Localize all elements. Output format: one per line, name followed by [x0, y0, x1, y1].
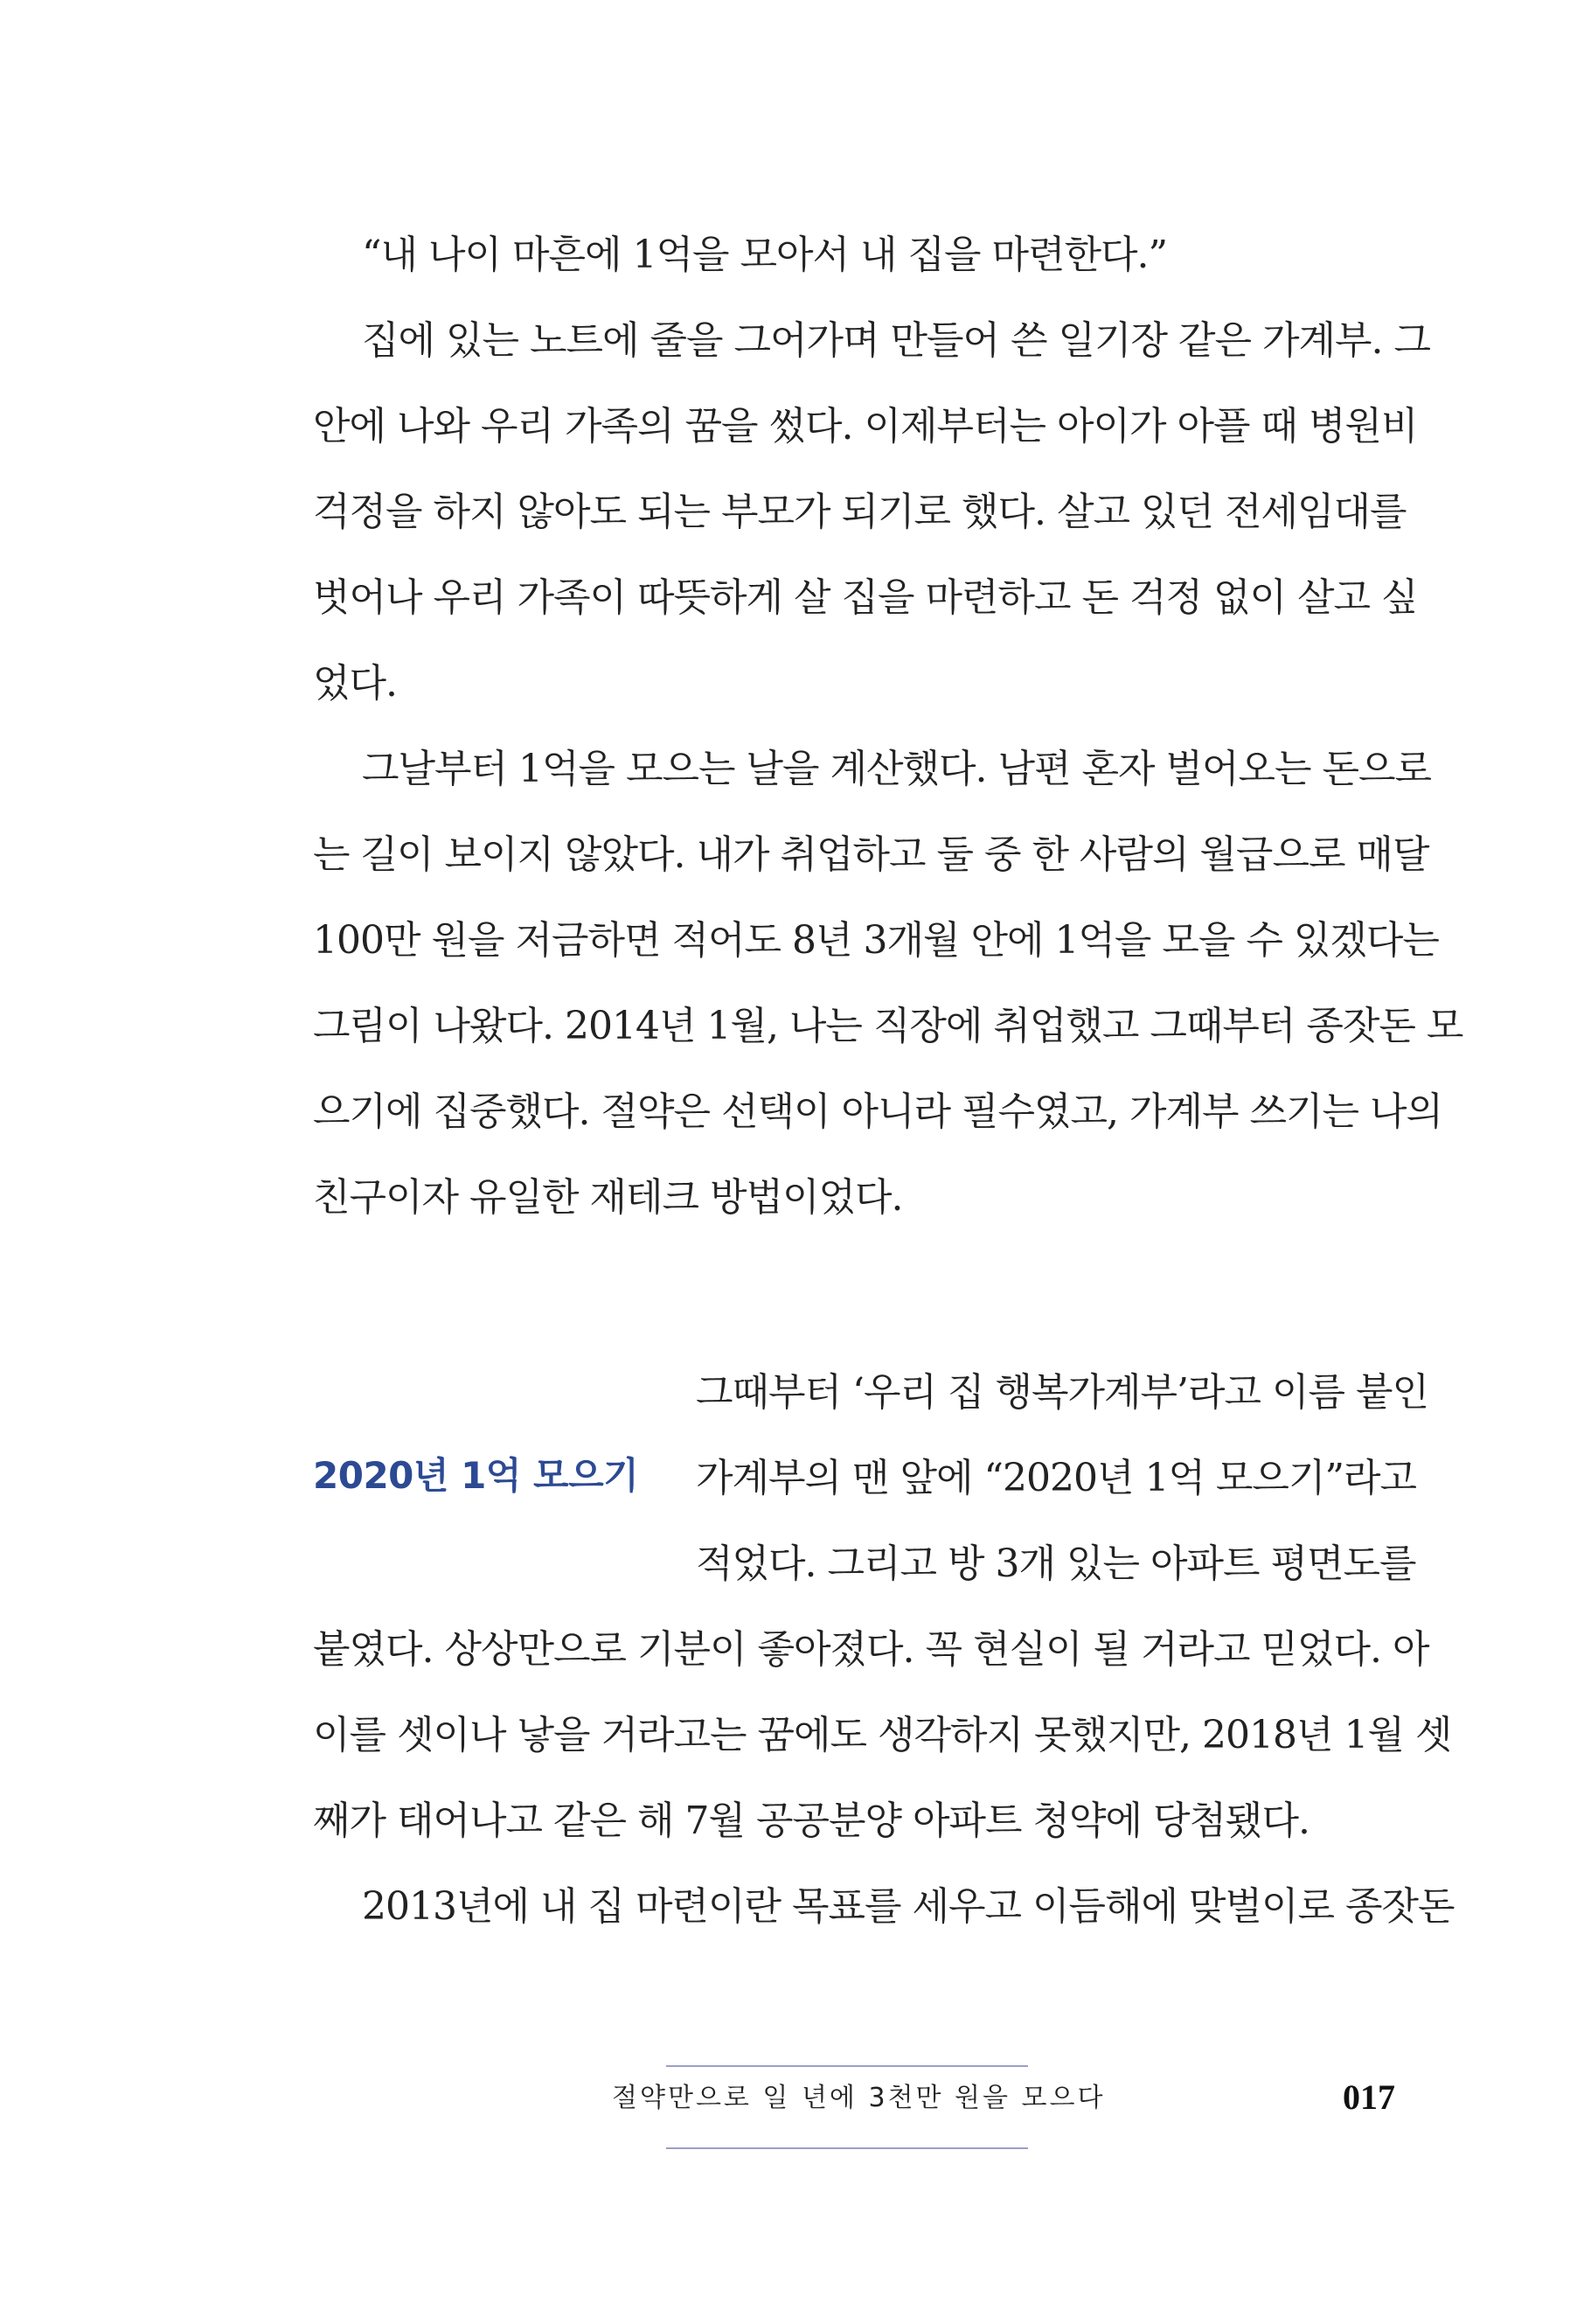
page-number: 017	[1343, 2077, 1395, 2117]
text-line: 는 길이 보이지 않았다. 내가 취업하고 둘 중 한 사람의 월급으로 매달	[313, 832, 1429, 877]
section-heading: 2020년 1억 모으기	[313, 1454, 639, 1497]
footer-book-title: 절약만으로 일 년에 3천만 원을 모으다	[612, 2083, 1106, 2113]
text-line: 그림이 나왔다. 2014년 1월, 나는 직장에 취업했고 그때부터 종잣돈 모	[313, 1004, 1463, 1048]
text-line: “내 나이 마흔에 1억을 모아서 내 집을 마련한다.”	[362, 233, 1167, 277]
text-line: 으기에 집중했다. 절약은 선택이 아니라 필수였고, 가계부 쓰기는 나의	[313, 1089, 1442, 1134]
text-line: 100만 원을 저금하면 적어도 8년 3개월 안에 1억을 모을 수 있겠다는	[313, 918, 1439, 963]
footer-top-rule	[666, 2065, 1028, 2067]
text-line: 적었다. 그리고 방 3개 있는 아파트 평면도를	[696, 1541, 1416, 1586]
footer-bottom-rule	[666, 2147, 1028, 2149]
text-line: 었다.	[313, 661, 397, 706]
text-line: 그때부터 ‘우리 집 행복가계부’라고 이름 붙인	[696, 1370, 1428, 1415]
text-line: 안에 나와 우리 가족의 꿈을 썼다. 이제부터는 아이가 아플 때 병원비	[313, 404, 1418, 449]
text-line: 붙였다. 상상만으로 기분이 좋아졌다. 꼭 현실이 될 거라고 믿었다. 아	[313, 1627, 1429, 1672]
text-line: 이를 셋이나 낳을 거라고는 꿈에도 생각하지 못했지만, 2018년 1월 셋	[313, 1713, 1452, 1757]
text-line: 그날부터 1억을 모으는 날을 계산했다. 남편 혼자 벌어오는 돈으로	[362, 747, 1431, 791]
text-line: 2013년에 내 집 마련이란 목표를 세우고 이듬해에 맞벌이로 종잣돈	[362, 1884, 1455, 1929]
text-line: 가계부의 맨 앞에 “2020년 1억 모으기”라고	[696, 1456, 1416, 1500]
text-line: 친구이자 유일한 재테크 방법이었다.	[313, 1175, 903, 1220]
text-line: 째가 태어나고 같은 해 7월 공공분양 아파트 청약에 당첨됐다.	[313, 1799, 1309, 1843]
text-line: 집에 있는 노트에 줄을 그어가며 만들어 쓴 일기장 같은 가계부. 그	[362, 318, 1430, 363]
text-line: 걱정을 하지 않아도 되는 부모가 되기로 했다. 살고 있던 전세임대를	[313, 490, 1407, 534]
text-line: 벗어나 우리 가족이 따뜻하게 살 집을 마련하고 돈 걱정 없이 살고 싶	[313, 575, 1418, 620]
